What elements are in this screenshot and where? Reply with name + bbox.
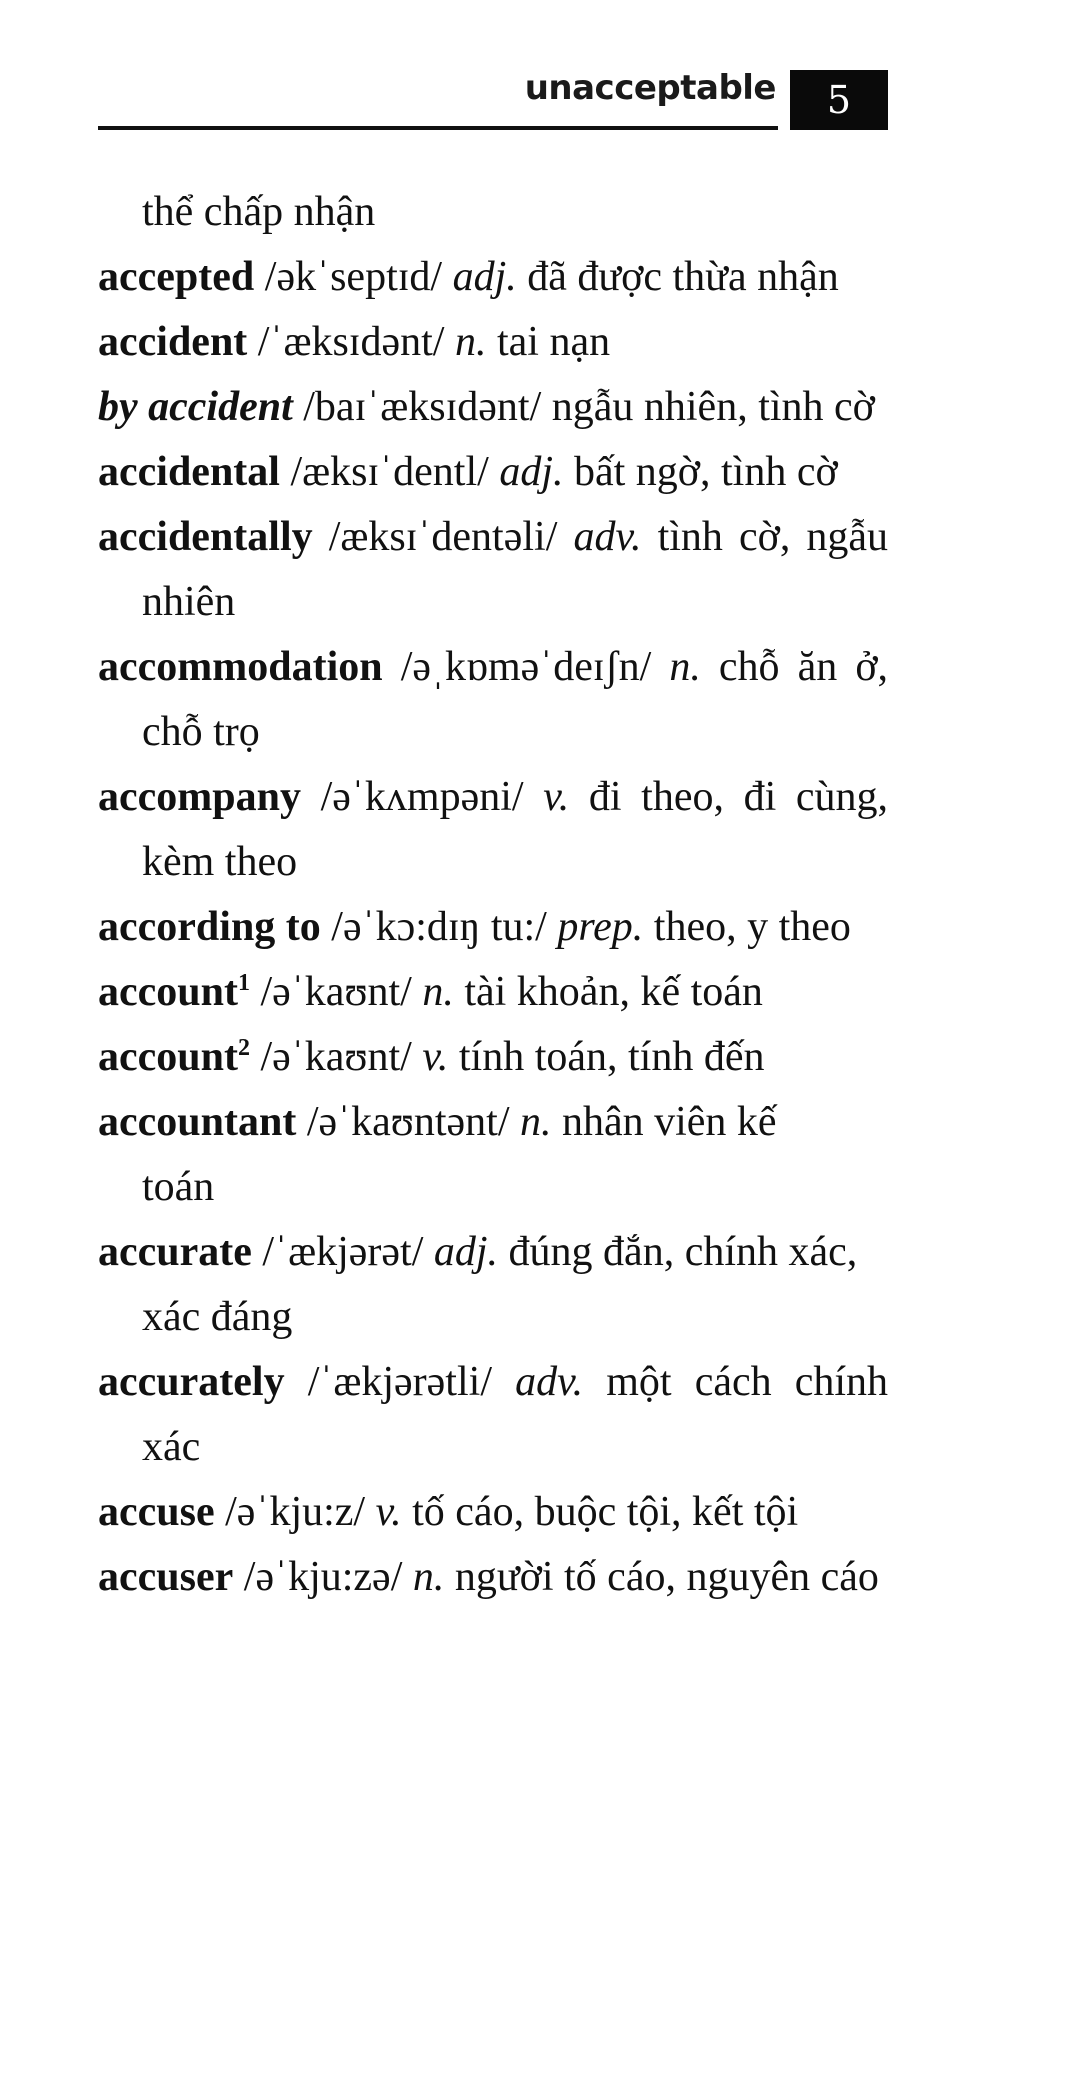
entry-headword: accommodation: [98, 644, 383, 690]
entry-part-of-speech: n.: [454, 319, 487, 365]
entry-part-of-speech: adv.: [515, 1359, 584, 1405]
entry-definition: đi theo, đi cùng, kèm theo: [142, 774, 889, 885]
entry-definition: tình cờ, ngẫu nhiên: [142, 514, 889, 625]
entry-pronunciation: /əˈkju:zə/: [243, 1554, 403, 1600]
entry-definition: tài khoản, kế toán: [464, 969, 763, 1015]
entry-pronunciation: /ˈækjərət/: [262, 1229, 424, 1275]
entry-part-of-speech: adv.: [573, 514, 642, 560]
entry-part-of-speech: n.: [519, 1099, 552, 1145]
entry-definition: tố cáo, buộc tội, kết tội: [412, 1489, 799, 1535]
entry-headword: accidentally: [98, 514, 313, 560]
entry-part-of-speech: v.: [543, 774, 570, 820]
entry-headword: accuser: [98, 1554, 234, 1600]
entry-headword: accidental: [98, 449, 280, 495]
entry-pronunciation: /əˈkʌmpəni/: [320, 774, 524, 820]
entry-definition: theo, y theo: [653, 904, 851, 950]
entry-definition: nhân viên kế toán: [142, 1099, 777, 1210]
entry-headword: according to: [98, 904, 321, 950]
entry-definition: đúng đắn, chính xác, xác đáng: [142, 1229, 858, 1340]
entry-pronunciation: /əˌkɒməˈdeɪʃn/: [400, 644, 652, 690]
entry-pronunciation: /əˈkɔ:dɪŋ tu:/: [331, 904, 547, 950]
entry-definition: một cách chính xác: [142, 1359, 889, 1470]
entry-pronunciation: /əkˈseptɪd/: [264, 254, 443, 300]
entry-headword: accurate: [98, 1229, 252, 1275]
entry-headword: accountant: [98, 1099, 297, 1145]
entry-headword: account: [98, 969, 238, 1015]
running-head-guide-word: unacceptable: [524, 68, 776, 108]
entry-definition: thể chấp nhận: [142, 189, 376, 235]
entry-pronunciation: /əˈkaʊnt/: [260, 969, 412, 1015]
entry-continuation: [98, 180, 888, 245]
entry-definition: tính toán, tính đến: [458, 1034, 765, 1080]
entry-part-of-speech: adj.: [433, 1229, 499, 1275]
entry-part-of-speech: adj.: [452, 254, 517, 300]
entry-pronunciation: /əˈkaʊnt/: [260, 1034, 412, 1080]
entry-definition: ngẫu nhiên, tình cờ: [551, 384, 875, 430]
entry-part-of-speech: adj.: [499, 449, 564, 495]
entry-definition: người tố cáo, nguyên cáo: [454, 1554, 879, 1600]
dictionary-entries: [98, 180, 888, 1610]
dictionary-entry: [98, 765, 888, 895]
dictionary-entry: [98, 1545, 888, 1610]
entry-definition: bất ngờ, tình cờ: [573, 449, 838, 495]
dictionary-entry: [98, 245, 888, 310]
entry-headword: accepted: [98, 254, 255, 300]
entry-definition: tai nạn: [496, 319, 611, 365]
entry-part-of-speech: n.: [422, 969, 454, 1015]
entry-pronunciation: /ˈæksɪdənt/: [257, 319, 445, 365]
entry-homonym-number: 2: [238, 1035, 250, 1061]
entry-headword: account: [98, 1034, 238, 1080]
running-head-rule: [98, 126, 778, 130]
dictionary-entry: [98, 440, 888, 505]
dictionary-entry: [98, 1025, 888, 1090]
dictionary-entry: [98, 375, 888, 440]
entry-part-of-speech: v.: [422, 1034, 449, 1080]
entry-part-of-speech: v.: [375, 1489, 402, 1535]
entry-definition: đã được thừa nhận: [527, 254, 839, 300]
entry-pronunciation: /ˈækjərətli/: [307, 1359, 492, 1405]
dictionary-entry: [98, 1090, 888, 1220]
dictionary-entry: [98, 505, 888, 635]
dictionary-entry: [98, 1480, 888, 1545]
entry-part-of-speech: n.: [412, 1554, 445, 1600]
entry-part-of-speech: n.: [669, 644, 701, 690]
entry-headword: accuse: [98, 1489, 215, 1535]
entry-headword: by accident: [98, 384, 293, 430]
entry-pronunciation: /əˈkaʊntənt/: [306, 1099, 510, 1145]
entry-pronunciation: /æksɪˈdentəli/: [328, 514, 558, 560]
dictionary-entry: [98, 960, 888, 1025]
dictionary-entry: [98, 895, 888, 960]
entry-pronunciation: /æksɪˈdentl/: [290, 449, 489, 495]
entry-pronunciation: /baɪˈæksɪdənt/: [303, 384, 542, 430]
entry-part-of-speech: prep.: [557, 904, 644, 950]
entry-homonym-number: 1: [238, 970, 250, 996]
dictionary-entry: [98, 310, 888, 375]
dictionary-entry: [98, 1350, 888, 1480]
dictionary-entry: [98, 1220, 888, 1350]
dictionary-entry: [98, 635, 888, 765]
entry-headword: accompany: [98, 774, 301, 820]
page-number: 5: [790, 70, 888, 130]
entry-headword: accurately: [98, 1359, 285, 1405]
entry-headword: accident: [98, 319, 248, 365]
entry-pronunciation: /əˈkju:z/: [225, 1489, 366, 1535]
entry-definition: chỗ ăn ở, chỗ trọ: [142, 644, 889, 755]
